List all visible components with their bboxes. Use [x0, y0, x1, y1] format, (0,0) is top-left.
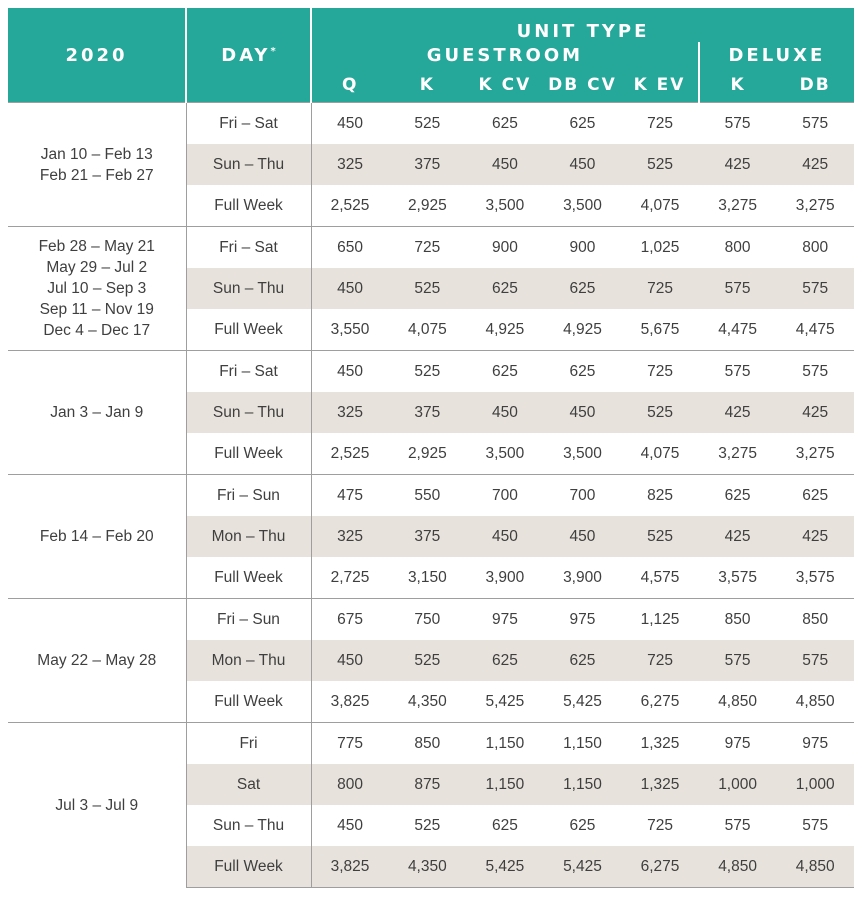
points-cell: 375 [389, 144, 467, 185]
points-cell: 900 [544, 227, 622, 269]
day-cell: Fri – Sat [186, 103, 311, 145]
points-cell: 3,900 [544, 557, 622, 599]
points-cell: 5,425 [544, 846, 622, 888]
table-row [8, 351, 854, 393]
points-cell: 625 [466, 351, 544, 393]
points-cell: 450 [466, 516, 544, 557]
day-cell: Mon – Thu [186, 640, 311, 681]
points-cell: 575 [776, 103, 854, 145]
season-date-range: Feb 14 – Feb 20 [39, 528, 154, 545]
points-cell: 1,000 [699, 764, 777, 805]
points-cell: 725 [621, 351, 699, 393]
day-cell: Full Week [186, 846, 311, 888]
day-header [186, 8, 311, 103]
points-cell: 575 [776, 640, 854, 681]
unit-type-header: UNIT TYPE [311, 8, 854, 42]
table-header [8, 8, 854, 103]
points-cell: 975 [699, 723, 777, 765]
points-cell: 650 [311, 227, 389, 269]
points-cell: 625 [466, 640, 544, 681]
day-cell: Fri [186, 723, 311, 765]
points-cell: 450 [311, 640, 389, 681]
points-cell: 575 [699, 351, 777, 393]
points-cell: 575 [699, 103, 777, 145]
points-cell: 4,075 [621, 185, 699, 227]
season-date-range: May 29 – Jul 2 [46, 259, 148, 276]
points-cell: 1,150 [466, 723, 544, 765]
day-cell: Fri – Sat [186, 351, 311, 393]
day-cell: Full Week [186, 433, 311, 475]
points-cell: 800 [776, 227, 854, 269]
points-cell: 5,425 [466, 681, 544, 723]
points-cell: 450 [544, 516, 622, 557]
points-table [8, 8, 854, 888]
day-cell: Full Week [186, 309, 311, 351]
points-cell: 1,125 [621, 599, 699, 641]
table-row [8, 723, 854, 765]
points-cell: 975 [544, 599, 622, 641]
season-dates-cell [8, 103, 186, 227]
points-cell: 425 [776, 392, 854, 433]
points-cell: 475 [311, 475, 389, 517]
points-cell: 4,850 [776, 681, 854, 723]
points-cell: 425 [776, 144, 854, 185]
points-cell: 3,500 [466, 433, 544, 475]
season-dates-cell [8, 351, 186, 475]
points-cell: 5,425 [466, 846, 544, 888]
points-cell: 575 [699, 268, 777, 309]
col-header-k-cv: K CV [466, 68, 544, 103]
points-cell: 3,550 [311, 309, 389, 351]
col-header-deluxe-k: K [699, 68, 777, 103]
points-cell: 3,275 [776, 185, 854, 227]
points-cell: 3,575 [776, 557, 854, 599]
points-cell: 575 [776, 351, 854, 393]
points-cell: 5,425 [544, 681, 622, 723]
points-cell: 450 [311, 103, 389, 145]
points-cell: 800 [699, 227, 777, 269]
points-cell: 525 [621, 144, 699, 185]
points-cell: 625 [544, 351, 622, 393]
points-cell: 725 [621, 103, 699, 145]
points-cell: 725 [389, 227, 467, 269]
col-header-db-cv: DB CV [544, 68, 622, 103]
points-cell: 825 [621, 475, 699, 517]
season-date-range: Jul 3 – Jul 9 [55, 796, 139, 814]
points-cell: 975 [466, 599, 544, 641]
points-cell: 775 [311, 723, 389, 765]
points-cell: 625 [569, 816, 596, 834]
season-date-range: Sep 11 – Nov 19 [39, 301, 154, 318]
points-cell: 750 [389, 599, 467, 641]
points-cell: 450 [544, 144, 622, 185]
points-cell: 375 [389, 392, 467, 433]
points-cell: 325 [311, 516, 389, 557]
points-cell: 700 [544, 475, 622, 517]
points-cell: 525 [389, 351, 467, 393]
col-header-deluxe-db: DB [776, 68, 854, 103]
deluxe-header: DELUXE [699, 42, 854, 68]
table-row [8, 599, 854, 641]
day-cell: Sun – Thu [186, 805, 311, 846]
season-date-range: Dec 4 – Dec 17 [43, 322, 151, 339]
points-cell: 850 [776, 599, 854, 641]
points-cell: 800 [311, 764, 389, 805]
points-cell: 4,850 [776, 846, 854, 888]
day-cell: Mon – Thu [186, 516, 311, 557]
points-cell: 3,825 [311, 846, 389, 888]
points-cell: 325 [311, 392, 389, 433]
points-cell: 4,350 [389, 846, 467, 888]
points-cell: 3,275 [776, 433, 854, 475]
points-cell: 575 [776, 268, 854, 309]
points-cell: 2,725 [311, 557, 389, 599]
points-cell: 3,275 [699, 433, 777, 475]
points-cell: 550 [389, 475, 467, 517]
points-cell: 4,575 [621, 557, 699, 599]
points-cell: 3,900 [466, 557, 544, 599]
points-cell: 450 [311, 351, 389, 393]
points-cell: 2,925 [389, 185, 467, 227]
points-cell: 3,275 [699, 185, 777, 227]
points-cell: 4,925 [466, 309, 544, 351]
points-cell: 4,350 [389, 681, 467, 723]
points-cell: 2,925 [389, 433, 467, 475]
day-cell: Sun – Thu [186, 268, 311, 309]
points-cell: 2,525 [311, 433, 389, 475]
points-cell: 700 [466, 475, 544, 517]
day-cell: Sat [186, 764, 311, 805]
points-cell: 975 [776, 723, 854, 765]
points-cell: 4,075 [389, 309, 467, 351]
points-cell: 3,575 [699, 557, 777, 599]
season-dates-cell [8, 599, 186, 723]
day-cell: Sun – Thu [186, 144, 311, 185]
table-row [8, 475, 854, 517]
points-cell: 6,275 [621, 846, 699, 888]
day-cell: Fri – Sun [186, 599, 311, 641]
points-cell: 1,325 [621, 723, 699, 765]
points-cell: 425 [699, 516, 777, 557]
points-cell: 725 [621, 268, 699, 309]
table-row [8, 103, 854, 145]
points-cell: 525 [389, 103, 467, 145]
col-header-q: Q [311, 68, 389, 103]
points-cell: 575 [699, 640, 777, 681]
points-cell: 3,150 [389, 557, 467, 599]
points-cell: 525 [621, 516, 699, 557]
points-cell: 525 [414, 816, 441, 834]
points-cell: 575 [724, 816, 751, 834]
points-cell: 575 [802, 816, 829, 834]
day-cell: Sun – Thu [186, 392, 311, 433]
day-cell: Full Week [186, 557, 311, 599]
season-dates-cell [8, 475, 186, 599]
points-cell: 3,500 [466, 185, 544, 227]
season-date-range: Jul 10 – Sep 3 [47, 280, 147, 297]
points-cell: 4,850 [699, 846, 777, 888]
day-cell: Fri – Sun [186, 475, 311, 517]
points-cell: 375 [389, 516, 467, 557]
points-cell: 425 [776, 516, 854, 557]
points-cell: 3,500 [544, 433, 622, 475]
points-cell: 450 [337, 816, 363, 834]
day-cell: Fri – Sat [186, 227, 311, 269]
points-cell: 325 [311, 144, 389, 185]
points-cell: 850 [699, 599, 777, 641]
guestroom-header: GUESTROOM [311, 42, 699, 68]
season-date-range: May 22 – May 28 [37, 652, 157, 669]
points-cell: 4,475 [699, 309, 777, 351]
points-cell: 4,925 [544, 309, 622, 351]
season-dates-cell [8, 723, 186, 888]
points-cell: 4,850 [699, 681, 777, 723]
season-dates-cell [8, 227, 186, 351]
points-cell: 425 [699, 144, 777, 185]
season-date-range: Feb 28 – May 21 [38, 238, 155, 255]
points-cell: 450 [466, 144, 544, 185]
points-cell: 1,025 [621, 227, 699, 269]
points-cell: 525 [389, 268, 467, 309]
points-cell: 850 [389, 723, 467, 765]
day-header-label: DAY [221, 44, 271, 66]
points-cell: 525 [389, 640, 467, 681]
day-footnote-mark: * [270, 45, 276, 57]
points-cell: 625 [544, 640, 622, 681]
points-cell: 3,825 [311, 681, 389, 723]
points-cell: 1,150 [544, 764, 622, 805]
points-cell: 725 [647, 816, 673, 834]
points-cell: 625 [776, 475, 854, 517]
points-cell: 900 [466, 227, 544, 269]
points-cell: 6,275 [621, 681, 699, 723]
table-row [8, 227, 854, 269]
points-cell: 625 [466, 268, 544, 309]
points-cell: 1,000 [776, 764, 854, 805]
season-date-range: Jan 10 – Feb 13 [40, 145, 153, 163]
points-cell: 450 [544, 392, 622, 433]
points-cell: 450 [311, 268, 389, 309]
points-cell: 450 [466, 392, 544, 433]
points-cell: 675 [311, 599, 389, 641]
year-header: 2020 [8, 8, 186, 103]
points-cell: 425 [699, 392, 777, 433]
season-date-range: Feb 21 – Feb 27 [39, 166, 154, 184]
points-cell: 625 [544, 103, 622, 145]
points-cell: 4,475 [776, 309, 854, 351]
points-cell: 525 [621, 392, 699, 433]
points-cell: 875 [389, 764, 467, 805]
points-cell: 1,325 [621, 764, 699, 805]
points-cell: 625 [466, 103, 544, 145]
col-header-k: K [389, 68, 467, 103]
points-cell: 4,075 [621, 433, 699, 475]
points-cell: 625 [491, 816, 518, 834]
points-cell: 1,150 [544, 723, 622, 765]
col-header-k-ev: K EV [621, 68, 699, 103]
table-body [8, 103, 854, 888]
season-date-range: Jan 3 – Jan 9 [50, 404, 144, 421]
points-cell: 625 [544, 268, 622, 309]
points-cell: 1,150 [466, 764, 544, 805]
points-cell: 2,525 [311, 185, 389, 227]
points-cell: 625 [699, 475, 777, 517]
day-cell: Full Week [186, 681, 311, 723]
day-cell: Full Week [186, 185, 311, 227]
points-cell: 3,500 [544, 185, 622, 227]
points-cell: 725 [621, 640, 699, 681]
points-cell: 5,675 [621, 309, 699, 351]
